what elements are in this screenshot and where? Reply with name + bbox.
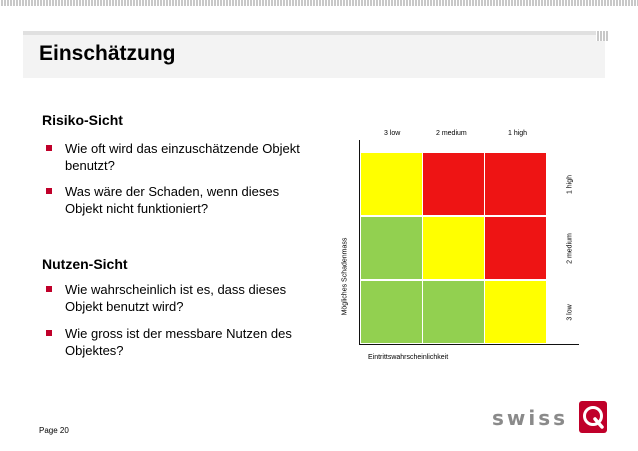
- matrix-cell-r2-c1: [361, 217, 422, 279]
- top-decorative-stripe: [0, 0, 638, 6]
- risk-bullet-1-text: Wie oft wird das einzuschätzende Objekt benutzt?: [65, 141, 300, 173]
- bullet-square-icon: [46, 188, 52, 194]
- slide-title: Einschätzung: [39, 42, 176, 65]
- bullet-square-icon: [46, 286, 52, 292]
- column-label-low: 3 low: [384, 130, 401, 137]
- benefit-bullet-1-text: Wie wahrscheinlich ist es, dass dieses Objekt benutzt wird?: [65, 282, 287, 314]
- y-axis-title: Mögliches Schadenmass: [341, 237, 349, 316]
- benefit-view-heading: Nutzen-Sicht: [42, 256, 128, 272]
- matrix-cell-r2-c3: [485, 217, 546, 279]
- matrix-cell-r3-c2: [423, 281, 484, 343]
- matrix-cell-r3-c1: [361, 281, 422, 343]
- bullet-square-icon: [46, 330, 52, 336]
- y-axis-line: [359, 140, 360, 345]
- risk-bullet-1: [42, 140, 312, 174]
- column-label-medium: 2 medium: [436, 130, 467, 137]
- row-label-low: 3 low: [566, 304, 574, 321]
- title-bar-accent: [23, 31, 605, 35]
- x-axis-line: [359, 344, 579, 345]
- matrix-cell-r1-c2: [423, 153, 484, 215]
- matrix-cell-r3-c3: [485, 281, 546, 343]
- benefit-bullet-2: [42, 325, 312, 359]
- row-label-medium: 2 medium: [566, 233, 574, 264]
- matrix-cell-r1-c3: [485, 153, 546, 215]
- benefit-bullet-1: [42, 281, 312, 315]
- swissq-logo: [492, 400, 608, 436]
- page-number: Page 20: [39, 426, 69, 435]
- benefit-bullet-2-text: Wie gross ist der messbare Nutzen des Objektes?: [65, 326, 292, 358]
- q-logo-icon: [578, 400, 608, 434]
- title-decorative-stripe: [596, 31, 608, 41]
- x-axis-title: Eintrittswahrscheinlichkeit: [368, 354, 449, 361]
- matrix-cell-r1-c1: [361, 153, 422, 215]
- matrix-cell-r2-c2: [423, 217, 484, 279]
- row-label-high: 1 high: [566, 174, 574, 195]
- risk-matrix: [359, 150, 579, 345]
- risk-view-heading: Risiko-Sicht: [42, 112, 123, 128]
- risk-bullet-2: [42, 183, 312, 217]
- bullet-square-icon: [46, 145, 52, 151]
- column-label-high: 1 high: [508, 130, 528, 137]
- risk-bullet-2-text: Was wäre der Schaden, wenn dieses Objekt nicht funktioniert?: [65, 184, 280, 216]
- logo-wordmark: swiss: [492, 406, 569, 430]
